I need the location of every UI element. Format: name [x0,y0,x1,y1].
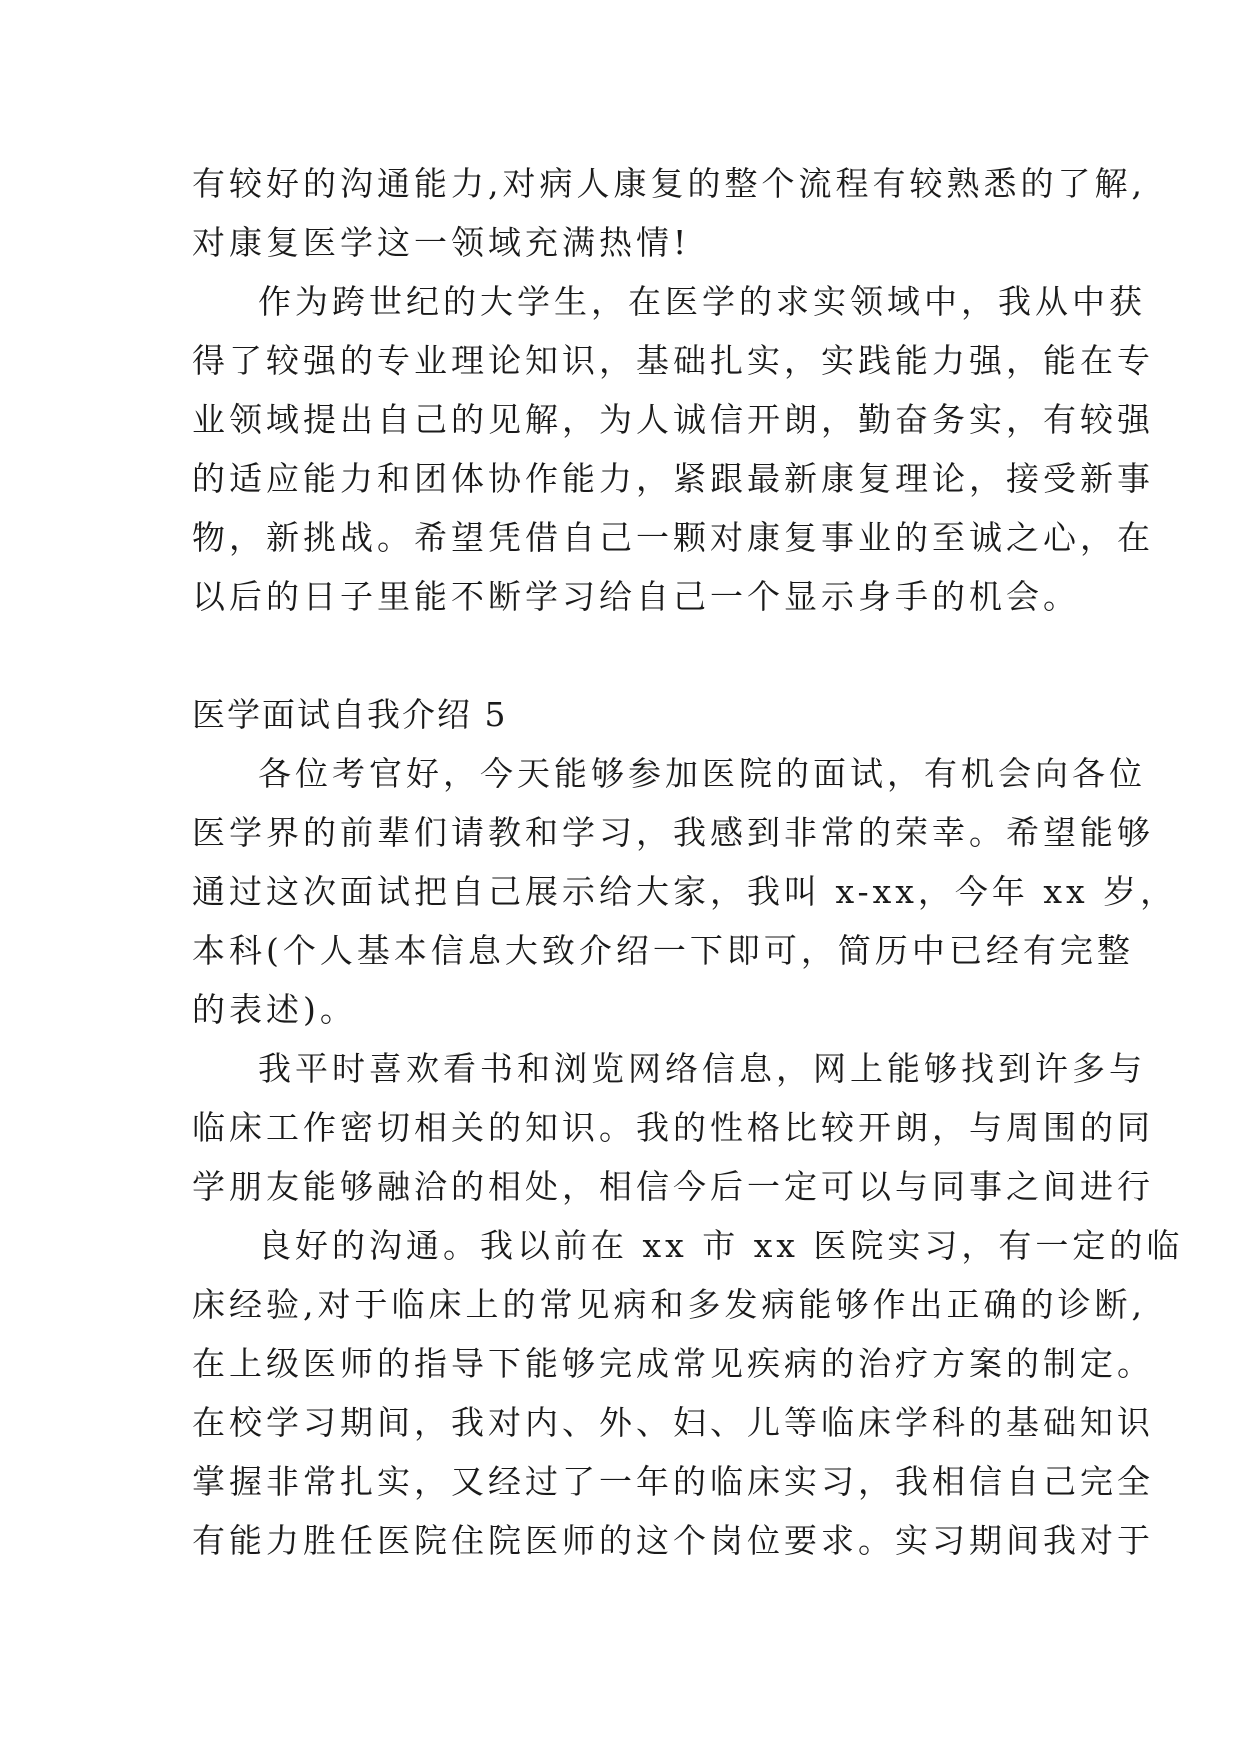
paragraph-line: 掌握非常扎实，又经过了一年的临床实习，我相信自己完全 [192,1462,1154,1501]
section-heading: 医学面试自我介绍 5 [192,695,508,734]
paragraph-line: 对康复医学这一领域充满热情! [192,223,691,262]
paragraph-line: 作为跨世纪的大学生，在医学的求实领域中，我从中获 [258,282,1146,321]
paragraph-line: 以后的日子里能不断学习给自己一个显示身手的机会。 [192,577,1080,616]
paragraph-line: 各位考官好，今天能够参加医院的面试，有机会向各位 [258,754,1146,793]
paragraph-line: 得了较强的专业理论知识，基础扎实，实践能力强，能在专 [192,341,1154,380]
paragraph-line: 通过这次面试把自己展示给大家，我叫 x-xx，今年 xx 岁， [192,872,1178,911]
paragraph-line: 本科(个人基本信息大致介绍一下即可，简历中已经有完整 [192,931,1134,970]
paragraph-line: 业领域提出自己的见解，为人诚信开朗，勤奋务实，有较强 [192,400,1154,439]
paragraph-line: 临床工作密切相关的知识。我的性格比较开朗，与周围的同 [192,1108,1154,1147]
paragraph-line: 物，新挑战。希望凭借自己一颗对康复事业的至诚之心，在 [192,518,1154,557]
paragraph-line: 床经验,对于临床上的常见病和多发病能够作出正确的诊断, [192,1285,1146,1324]
paragraph-line: 的适应能力和团体协作能力，紧跟最新康复理论，接受新事 [192,459,1154,498]
paragraph-line: 在上级医师的指导下能够完成常见疾病的治疗方案的制定。 [192,1344,1154,1383]
paragraph-line: 有能力胜任医院住院医师的这个岗位要求。实习期间我对于 [192,1521,1154,1560]
paragraph-line: 良好的沟通。我以前在 xx 市 xx 医院实习，有一定的临 [258,1226,1184,1265]
paragraph-line: 有较好的沟通能力,对病人康复的整个流程有较熟悉的了解, [192,164,1146,203]
paragraph-line: 学朋友能够融洽的相处，相信今后一定可以与同事之间进行 [192,1167,1154,1206]
paragraph-line: 的表述)。 [192,990,357,1029]
paragraph-line: 医学界的前辈们请教和学习，我感到非常的荣幸。希望能够 [192,813,1154,852]
paragraph-line: 在校学习期间，我对内、外、妇、儿等临床学科的基础知识 [192,1403,1154,1442]
paragraph-line: 我平时喜欢看书和浏览网络信息，网上能够找到许多与 [258,1049,1146,1088]
